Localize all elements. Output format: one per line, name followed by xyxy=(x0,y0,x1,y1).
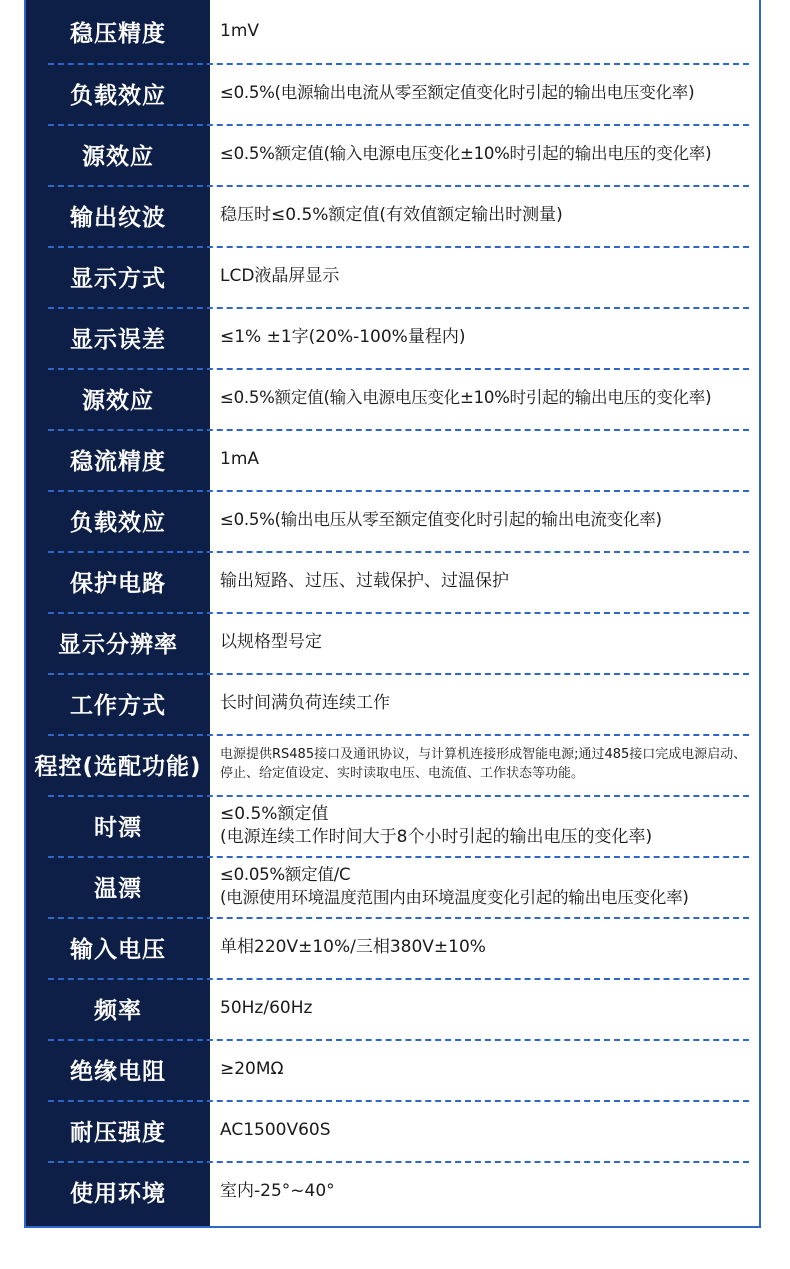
spec-row-load-effect-current xyxy=(26,490,761,551)
spec-value-line: ≤0.05%额定值/C xyxy=(220,865,351,885)
spec-label: 保护电路 xyxy=(70,571,166,597)
spec-label: 工作方式 xyxy=(70,693,166,719)
spec-row-withstand-voltage xyxy=(26,1100,761,1161)
spec-label: 频率 xyxy=(94,998,142,1024)
spec-row-environment xyxy=(26,1161,761,1222)
spec-value xyxy=(220,856,759,917)
spec-value: LCD液晶屏显示 xyxy=(220,266,340,287)
spec-row-load-effect-voltage xyxy=(26,63,761,124)
spec-row-insulation-resistance xyxy=(26,1039,761,1100)
spec-label: 显示分辨率 xyxy=(58,632,178,658)
spec-value: 长时间满负荷连续工作 xyxy=(220,693,390,714)
spec-value: 室内-25°~40° xyxy=(220,1181,335,1202)
spec-value xyxy=(220,795,759,856)
spec-label: 时漂 xyxy=(94,815,142,841)
spec-row-source-effect-current xyxy=(26,368,761,429)
spec-label: 源效应 xyxy=(82,144,154,170)
spec-value: 单相220V±10%/三相380V±10% xyxy=(220,937,486,958)
spec-value: 1mV xyxy=(220,21,260,42)
spec-label: 程控(选配功能) xyxy=(34,754,202,780)
spec-value-line: (电源连续工作时间大于8个小时引起的输出电压的变化率) xyxy=(220,826,653,847)
spec-value: ≥20MΩ xyxy=(220,1059,284,1080)
spec-value: 1mA xyxy=(220,449,260,470)
spec-value: 50Hz/60Hz xyxy=(220,998,313,1019)
spec-label: 显示方式 xyxy=(70,266,166,292)
spec-row-frequency xyxy=(26,978,761,1039)
spec-value: ≤0.5%(输出电压从零至额定值变化时引起的输出电流变化率) xyxy=(220,510,662,530)
spec-value: 输出短路、过压、过载保护、过温保护 xyxy=(220,571,509,592)
spec-label: 输出纹波 xyxy=(70,205,166,231)
spec-label: 源效应 xyxy=(82,388,154,414)
spec-row-display-resolution xyxy=(26,612,761,673)
spec-value: 电源提供RS485接口及通讯协议，与计算机连接形成智能电源;通过485接口完成电源启动、停止、给定值设定、实时读取电压、电流值、工作状态等功能。 xyxy=(220,746,747,781)
spec-row-temperature-drift xyxy=(26,856,761,917)
spec-row-output-ripple xyxy=(26,185,761,246)
spec-row-source-effect xyxy=(26,124,761,185)
spec-row-time-drift xyxy=(26,795,761,856)
spec-label: 负载效应 xyxy=(70,83,166,109)
spec-label: 显示误差 xyxy=(70,327,166,353)
spec-value-line: (电源使用环境温度范围内由环境温度变化引起的输出电压变化率) xyxy=(220,887,689,907)
spec-row-current-accuracy xyxy=(26,429,761,490)
spec-row-voltage-accuracy xyxy=(26,1,761,62)
spec-label: 稳压精度 xyxy=(70,21,166,47)
spec-row-input-voltage xyxy=(26,917,761,978)
spec-label: 输入电压 xyxy=(70,937,166,963)
spec-label: 绝缘电阻 xyxy=(70,1059,166,1085)
spec-value: 稳压时≤0.5%额定值(有效值额定输出时测量) xyxy=(220,205,563,226)
spec-row-work-mode xyxy=(26,673,761,734)
spec-table xyxy=(24,0,761,1228)
spec-label: 稳流精度 xyxy=(70,449,166,475)
spec-value: ≤0.5%额定值(输入电源电压变化±10%时引起的输出电压的变化率) xyxy=(220,388,712,408)
spec-label: 使用环境 xyxy=(70,1181,166,1207)
spec-value: 以规格型号定 xyxy=(220,632,322,653)
spec-value: ≤0.5%(电源输出电流从零至额定值变化时引起的输出电压变化率) xyxy=(220,83,695,103)
spec-value: ≤1% ±1字(20%-100%量程内) xyxy=(220,327,466,348)
spec-row-display-error xyxy=(26,307,761,368)
spec-value-line: ≤0.5%额定值 xyxy=(220,803,329,824)
spec-value: ≤0.5%额定值(输入电源电压变化±10%时引起的输出电压的变化率) xyxy=(220,144,712,164)
spec-row-protection xyxy=(26,551,761,612)
spec-label: 负载效应 xyxy=(70,510,166,536)
spec-row-programmable-control xyxy=(26,734,761,795)
spec-row-display-mode xyxy=(26,246,761,307)
spec-value: AC1500V60S xyxy=(220,1120,331,1141)
spec-label: 耐压强度 xyxy=(70,1120,166,1146)
spec-label: 温漂 xyxy=(94,876,142,902)
